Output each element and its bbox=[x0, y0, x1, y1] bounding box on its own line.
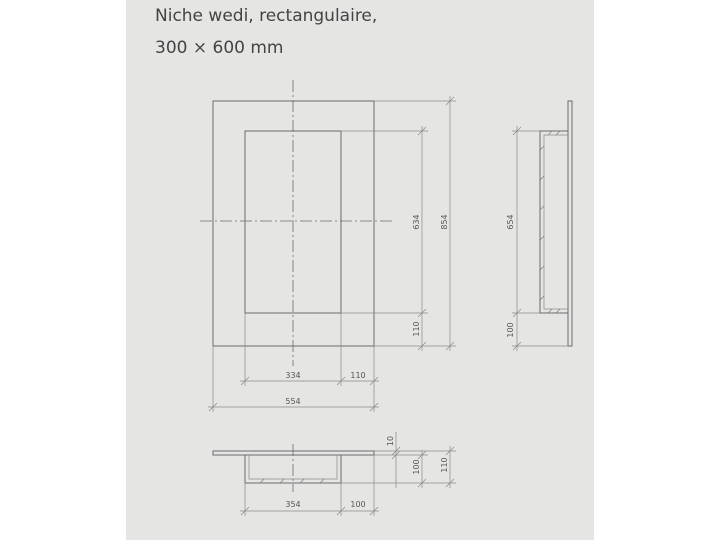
dim-plan-total-depth: 110 bbox=[440, 457, 449, 473]
dim-flange-thickness: 10 bbox=[386, 435, 395, 447]
side-flange bbox=[568, 101, 572, 346]
dim-inner-width: 334 bbox=[285, 371, 301, 380]
title-line-2: 300 × 600 mm bbox=[155, 38, 284, 58]
dim-outer-width: 554 bbox=[285, 397, 301, 406]
dim-side-flange: 110 bbox=[350, 371, 366, 380]
side-view bbox=[506, 101, 572, 351]
dim-plan-flange: 100 bbox=[350, 500, 366, 509]
title-line-1: Niche wedi, rectangulaire, bbox=[155, 6, 378, 26]
dim-side-depth: 100 bbox=[506, 322, 515, 338]
dim-bottom-flange: 110 bbox=[412, 321, 421, 337]
plan-flange bbox=[213, 451, 374, 455]
dim-inner-height: 634 bbox=[412, 214, 421, 230]
dim-outer-height: 854 bbox=[440, 214, 449, 230]
front-view bbox=[200, 80, 456, 412]
front-outer-frame bbox=[213, 101, 374, 346]
dim-side-height: 654 bbox=[506, 214, 515, 230]
dim-plan-depth: 100 bbox=[412, 459, 421, 475]
dim-plan-width: 354 bbox=[285, 500, 301, 509]
plan-view bbox=[213, 432, 456, 516]
